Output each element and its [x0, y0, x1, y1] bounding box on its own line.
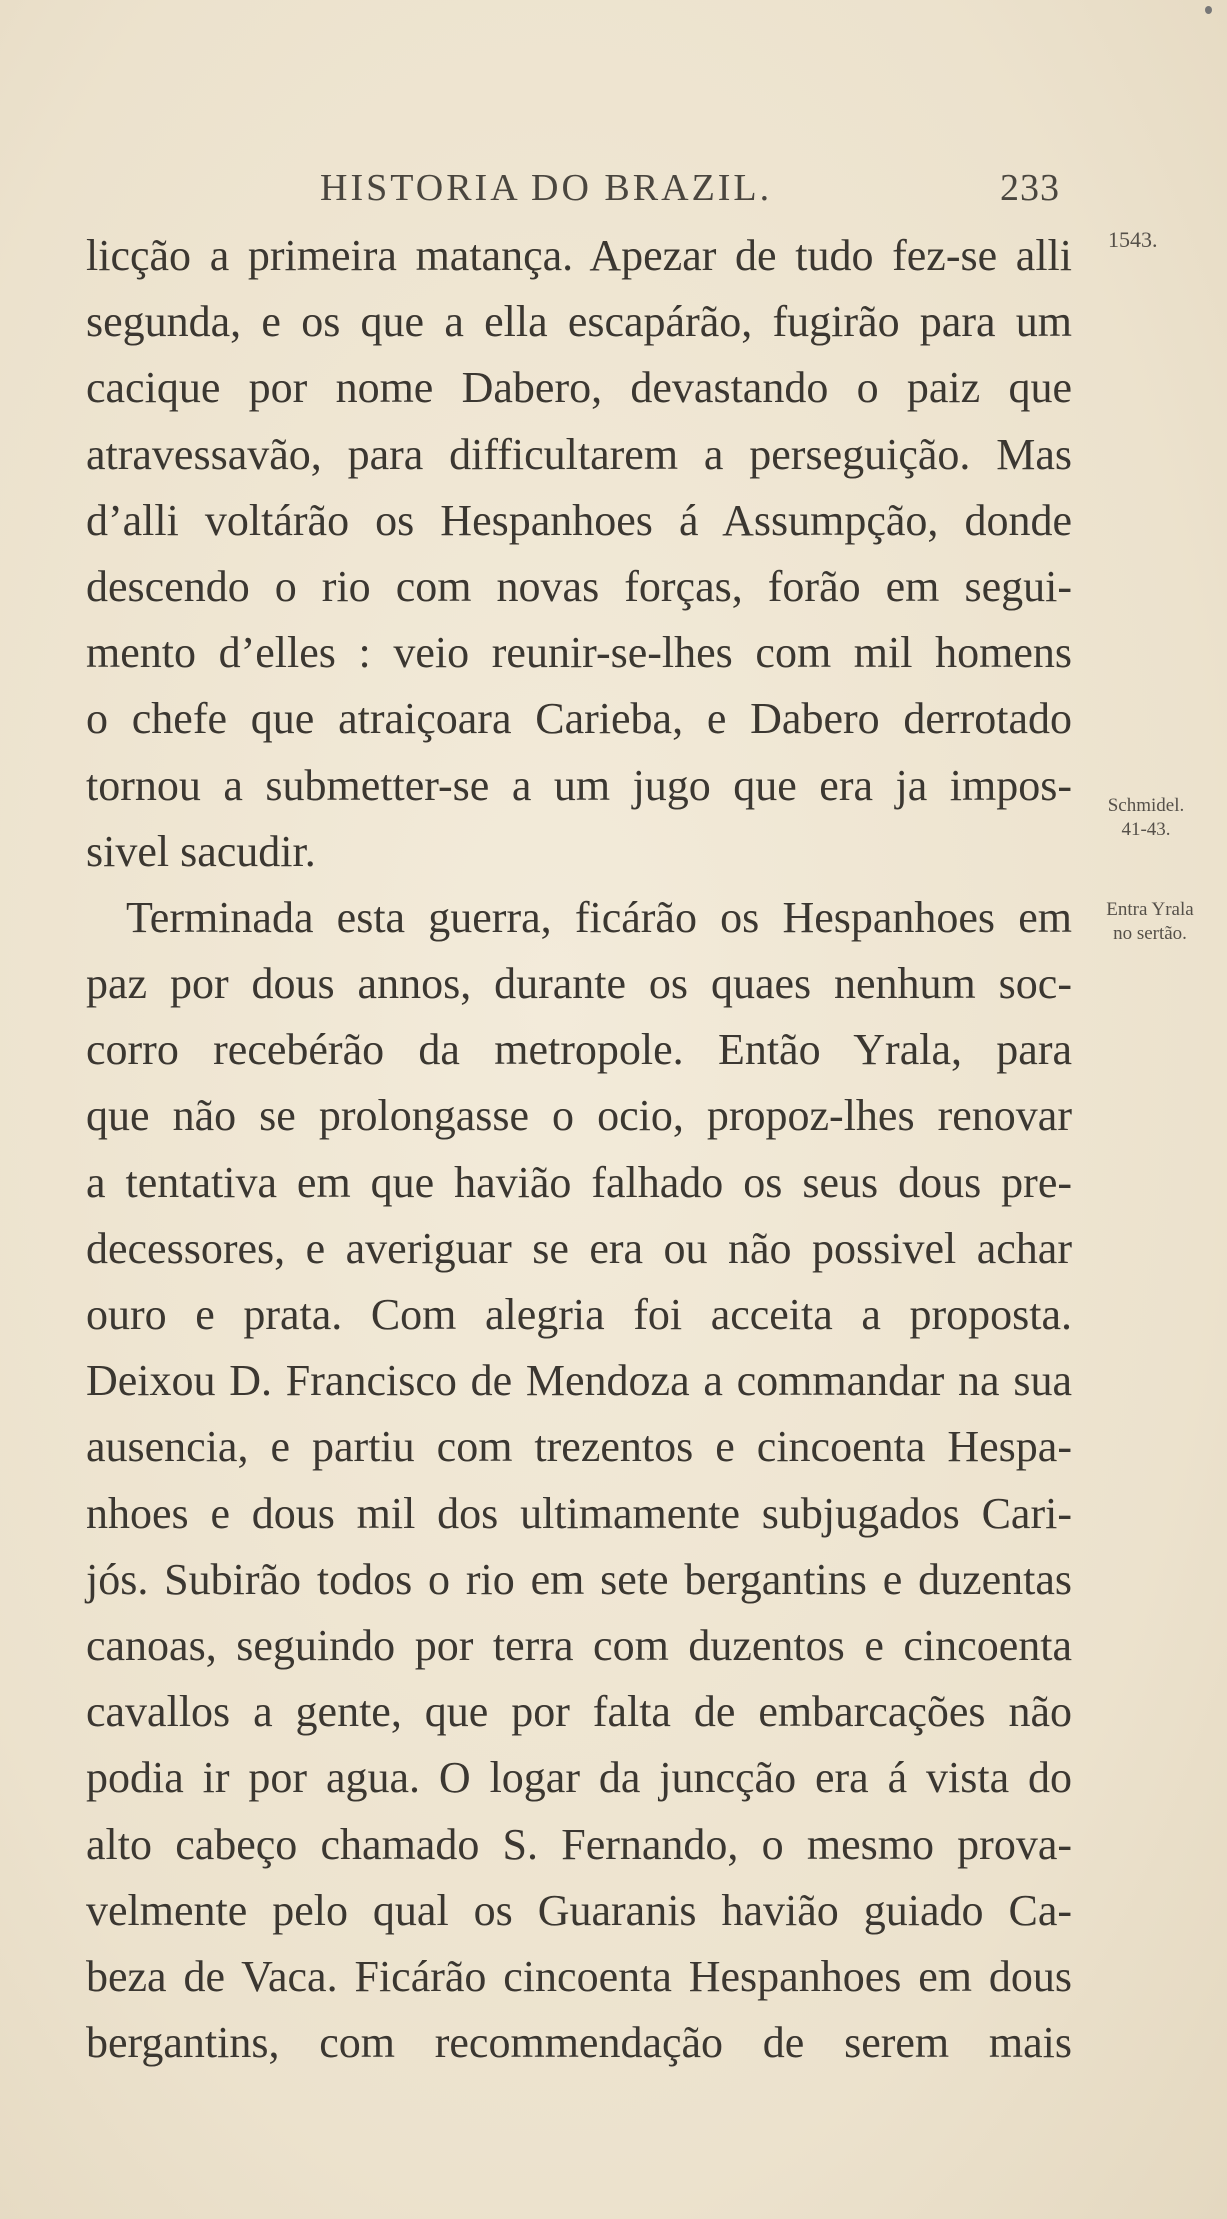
text-line: beza de Vaca. Ficárão cincoenta Hespanhoes em dous — [86, 1951, 1072, 2001]
text-line: segunda, e os que a ella escapárão, fugirão para um — [86, 297, 1072, 347]
running-title: HISTORIA DO BRAZIL. — [320, 167, 773, 209]
text-line: cavallos a gente, que por falta de embarcações não — [86, 1687, 1072, 1737]
text-line: ausencia, e partiu com trezentos e cincoenta Hespa- — [86, 1422, 1072, 1472]
text-line: atravessavão, para difficultarem a perseguição. Mas — [86, 429, 1072, 479]
text-line: velmente pelo qual os Guaranis havião guiado Ca- — [86, 1885, 1072, 1935]
text-line: a tentativa em que havião falhado os seus dous pre- — [86, 1157, 1072, 1207]
text-line: o chefe que atraiçoara Carieba, e Dabero derrotado — [86, 694, 1072, 744]
text-line: tornou a submetter-se a um jugo que era ja impos- — [86, 760, 1072, 810]
text-line: licção a primeira matança. Apezar de tudo fez-se alli — [86, 231, 1072, 280]
text-line: Deixou D. Francisco de Mendoza a commandar na sua — [86, 1356, 1072, 1406]
margin-source — [1090, 794, 1202, 842]
text-line: d’alli voltárão os Hespanhoes á Assumpção, donde — [86, 495, 1072, 545]
text-line: Terminada esta guerra, ficárão os Hespanhoes em — [126, 892, 1072, 942]
text-line: que não se prolongasse o ocio, propoz-lhes renovar — [86, 1091, 1072, 1141]
margin-note-line-2: no sertão. — [1113, 923, 1187, 944]
text-line: descendo o rio com novas forças, forão em segui- — [86, 561, 1072, 611]
margin-source-pages: 41-43. — [1121, 819, 1171, 840]
margin-note-line-1: Entra Yrala — [1106, 899, 1194, 920]
page-number: 233 — [1000, 167, 1060, 209]
text-line: paz por dous annos, durante os quaes nenhum soc- — [86, 959, 1072, 1009]
text-line: alto cabeço chamado S. Fernando, o mesmo prova- — [86, 1819, 1072, 1869]
text-line: decessores, e averiguar se era ou não possivel achar — [86, 1223, 1072, 1273]
margin-note — [1080, 898, 1220, 946]
text-line: corro recebérão da metropole. Então Yrala, para — [86, 1025, 1072, 1075]
running-header — [320, 166, 1060, 216]
text-line: jós. Subirão todos o rio em sete bergantins e duzentas — [86, 1554, 1072, 1604]
body-text — [86, 223, 1072, 2076]
margin-source-name: Schmidel. — [1107, 795, 1185, 816]
text-line: mento d’elles : veio reunir-se-lhes com mil homens — [86, 628, 1072, 678]
text-line: canoas, seguindo por terra com duzentos e cincoenta — [86, 1620, 1072, 1670]
text-line: sivel sacudir. — [86, 826, 316, 876]
text-line: ouro e prata. Com alegria foi acceita a proposta. — [86, 1290, 1072, 1339]
text-line: bergantins, com recommendação de serem mais — [86, 2018, 1072, 2068]
corner-mark — [1205, 6, 1212, 14]
margin-year: 1543. — [1108, 227, 1158, 252]
text-line: podia ir por agua. O logar da juncção era á vista do — [86, 1753, 1072, 1803]
text-line: nhoes e dous mil dos ultimamente subjugados Cari- — [86, 1488, 1072, 1538]
text-line: cacique por nome Dabero, devastando o paiz que — [86, 363, 1072, 413]
